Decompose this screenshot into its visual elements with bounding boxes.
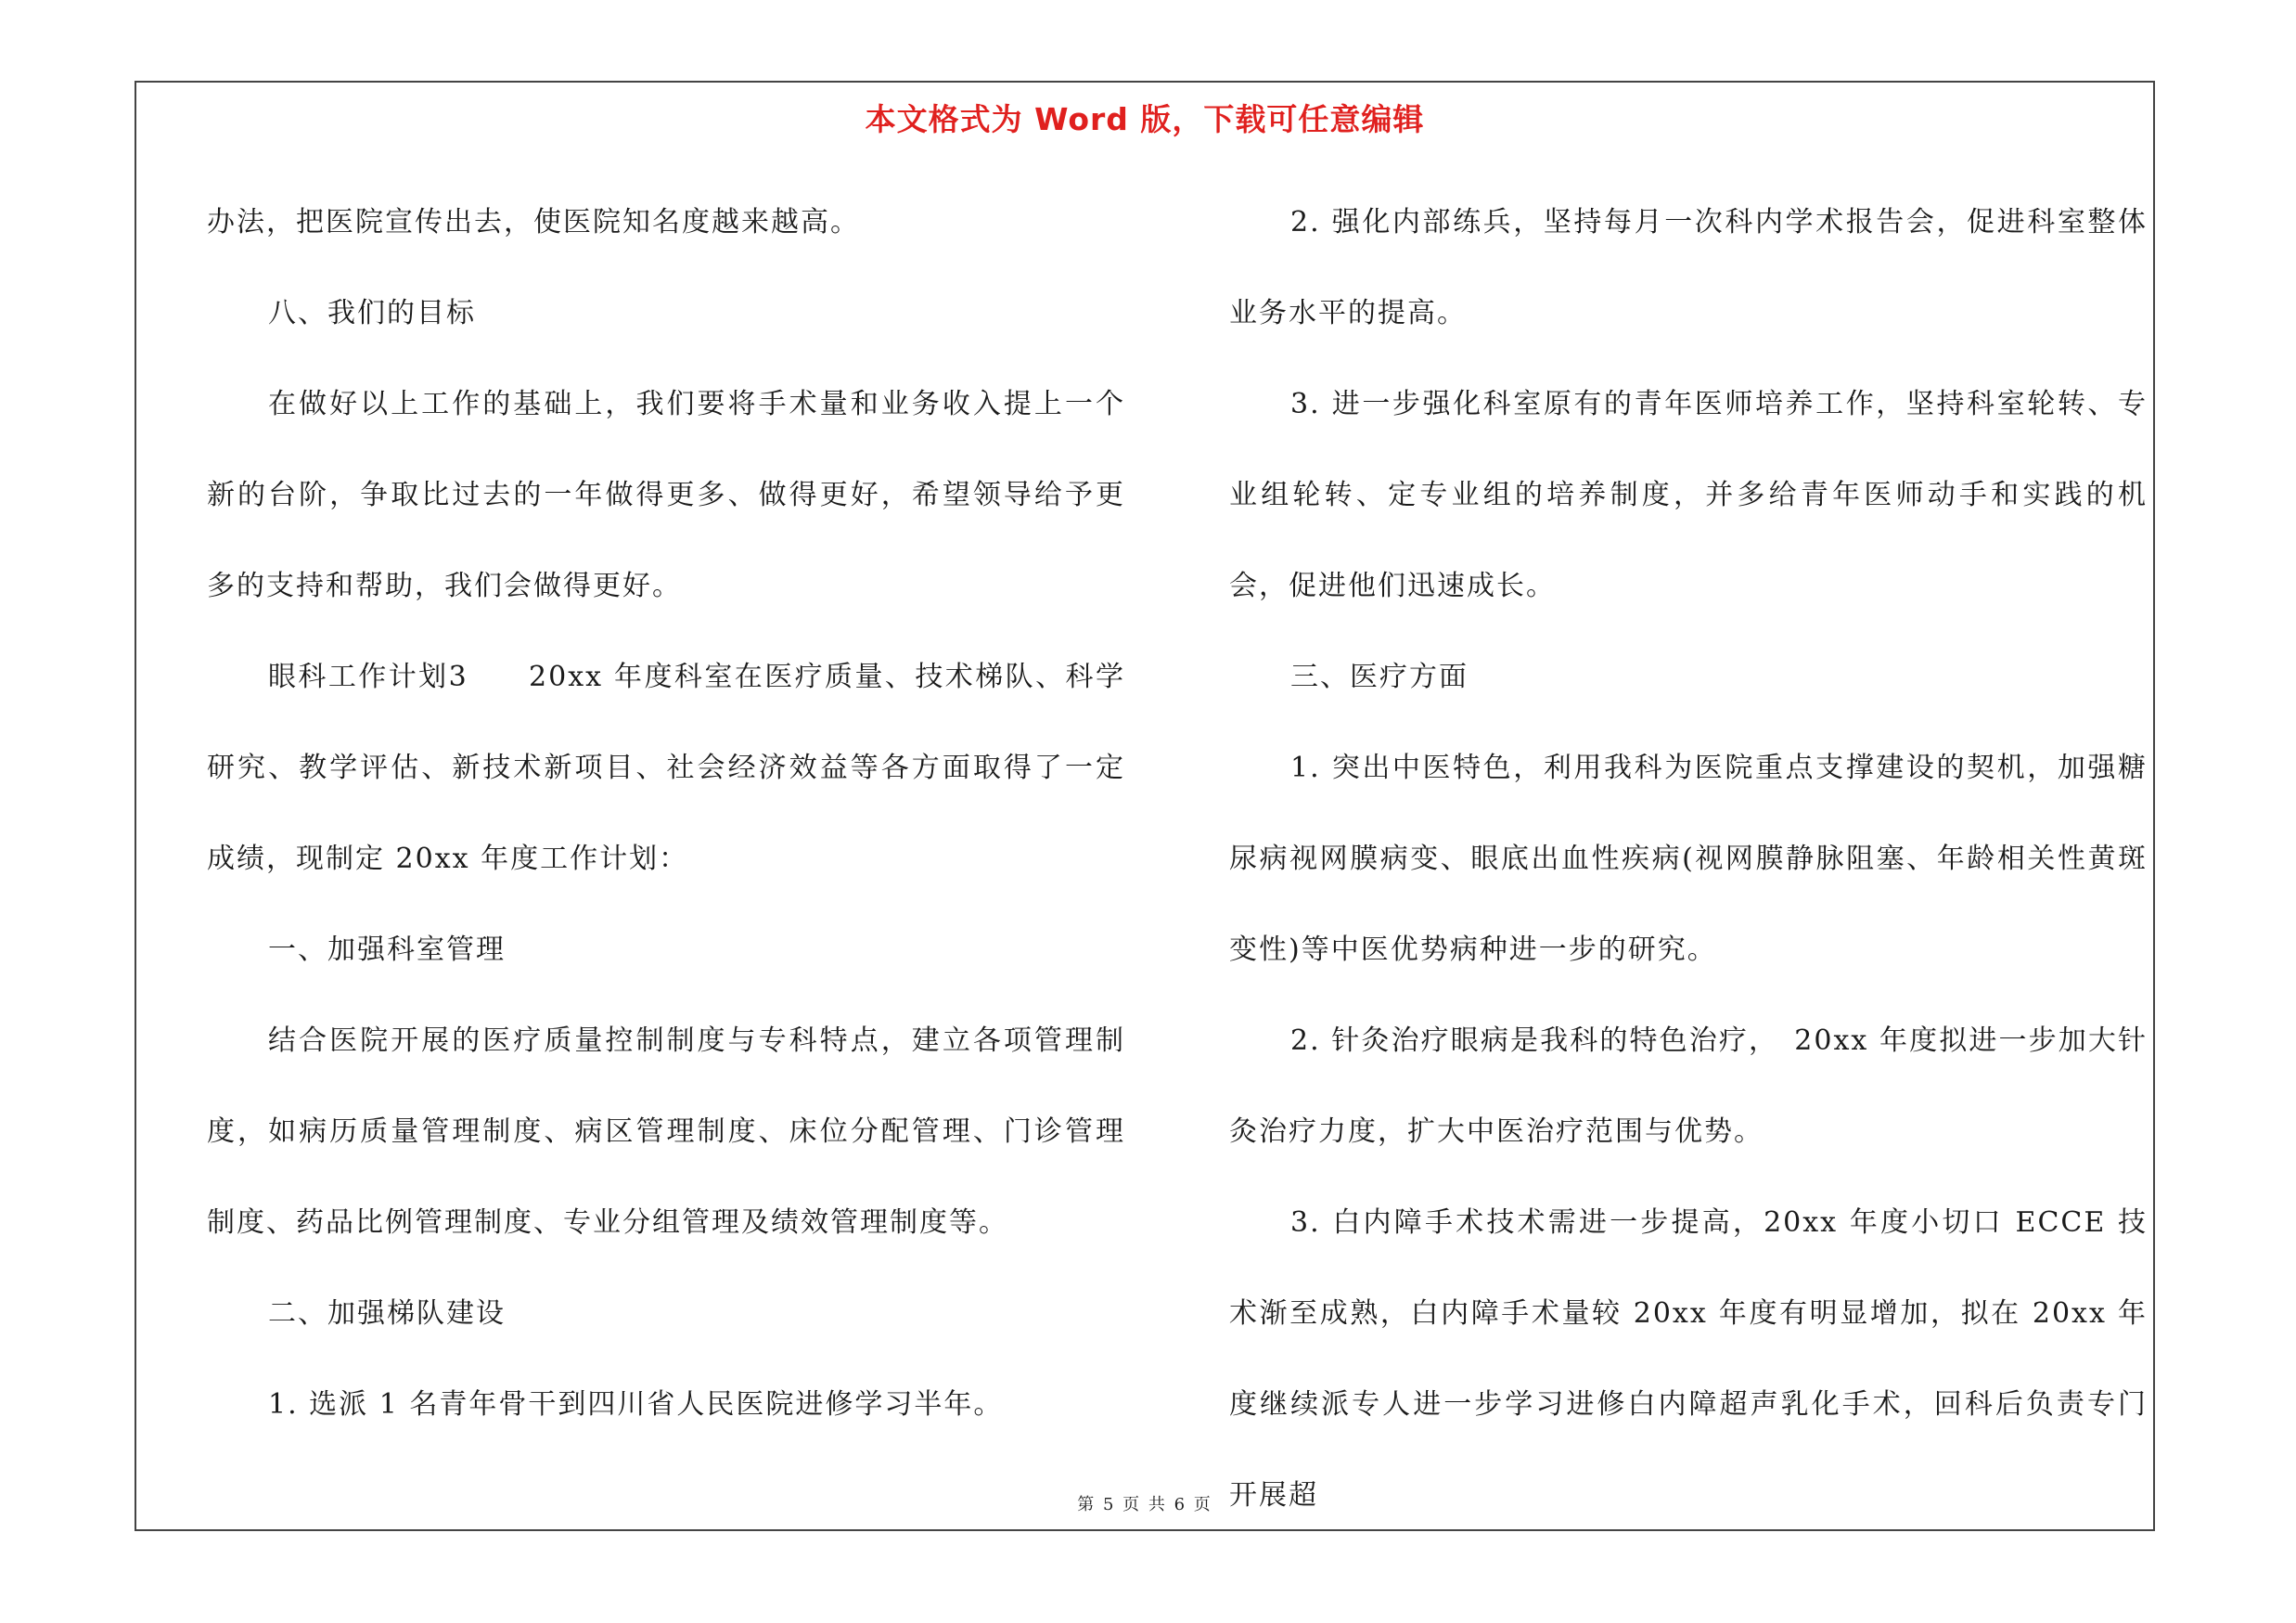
paragraph: 眼科工作计划3 20xx 年度科室在医疗质量、技术梯队、科学研究、教学评估、新技术新项目、社会经济效益等各方面取得了一定成绩，现制定 20xx 年度工作计划： <box>207 661 1125 875</box>
list-item: 3. 白内障手术技术需进一步提高，20xx 年度小切口 ECCE 技术渐至成熟，白内障手术量较 20xx 年度有明显增加，拟在 20xx 年度继续派专人进一步学习进修白内障超声乳化手术，回科后负责专门开展超 <box>1229 1206 2148 1512</box>
list-item: 1. 突出中医特色，利用我科为医院重点支撑建设的契机，加强糖尿病视网膜病变、眼底出血性疾病(视网膜静脉阻塞、年龄相关性黄斑变性)等中医优势病种进一步的研究。 <box>1229 752 2148 966</box>
paragraph: 在做好以上工作的基础上，我们要将手术量和业务收入提上一个新的台阶，争取比过去的一年做得更多、做得更好，希望领导给予更多的支持和帮助，我们会做得更好。 <box>207 388 1125 602</box>
paragraph: 办法，把医院宣传出去，使医院知名度越来越高。 <box>207 206 860 238</box>
list-item: 2. 强化内部练兵，坚持每月一次科内学术报告会，促进科室整体业务水平的提高。 <box>1229 206 2148 329</box>
paragraph: 结合医院开展的医疗质量控制制度与专科特点，建立各项管理制度，如病历质量管理制度、病区管理制度、床位分配管理、门诊管理制度、药品比例管理制度、专业分组管理及绩效管理制度等。 <box>207 1024 1125 1239</box>
list-item: 2. 针灸治疗眼病是我科的特色治疗， 20xx 年度拟进一步加大针灸治疗力度，扩大中医治疗范围与优势。 <box>1229 1024 2148 1148</box>
list-item: 3. 进一步强化科室原有的青年医师培养工作，坚持科室轮转、专业组轮转、定专业组的培养制度，并多给青年医师动手和实践的机会，促进他们迅速成长。 <box>1229 388 2148 602</box>
page-frame <box>135 81 2155 1531</box>
page-number: 第 5 页 共 6 页 <box>1077 1495 1212 1514</box>
section-heading: 三、医疗方面 <box>1290 661 1469 693</box>
section-heading: 二、加强梯队建设 <box>268 1297 506 1330</box>
right-column <box>1229 177 2148 1541</box>
section-heading: 一、加强科室管理 <box>268 934 506 966</box>
header-banner: 本文格式为 Word 版，下载可任意编辑 <box>865 101 1425 137</box>
left-column <box>207 177 1125 1450</box>
section-heading: 八、我们的目标 <box>268 297 476 329</box>
list-item: 1. 选派 1 名青年骨干到四川省人民医院进修学习半年。 <box>268 1388 1004 1421</box>
